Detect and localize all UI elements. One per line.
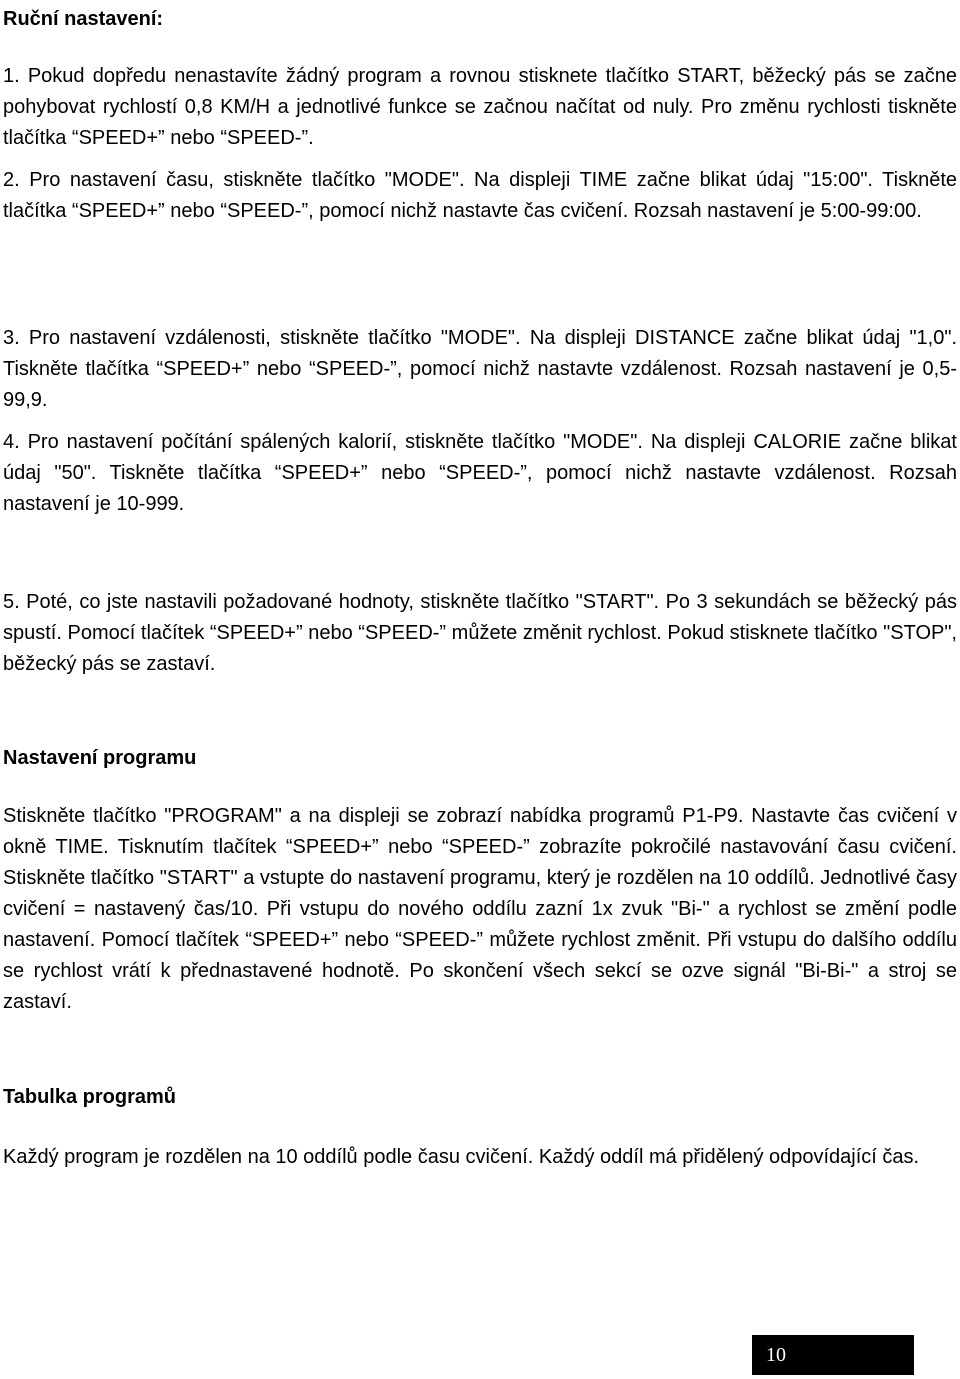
manual-step-3: 3. Pro nastavení vzdálenosti, stiskněte tlačítko "MODE". Na displeji DISTANCE začne blikat údaj "1,0". Tiskněte tlačítka “SPEED+” nebo “SPEED-”, pomocí nichž nastavte vzdálenost. Rozsah nastavení je 0,5-99,9.	[3, 327, 957, 411]
program-table-heading: Tabulka programů	[3, 1086, 176, 1108]
program-settings-heading: Nastavení programu	[3, 747, 197, 769]
page-number: 10	[752, 1335, 914, 1375]
program-settings-text: Stiskněte tlačítko "PROGRAM" a na displeji se zobrazí nabídka programů P1-P9. Nastavte čas cvičení v okně TIME. Tisknutím tlačítek “SPEED+” nebo “SPEED-” zobrazíte pokročilé nastavování času cvičení. Stiskněte tlačítko "START" a vstupte do nastavení programu, který je rozdělen na 10 oddílů. Jednotlivé časy cvičení = nastavený čas/10. Při vstupu do nového oddílu zazní 1x zvuk "Bi-" a rychlost se změní podle nastavení. Pomocí tlačítek “SPEED+” nebo “SPEED-” můžete rychlost změnit. Při vstupu do dalšího oddílu se rychlost vrátí k přednastavené hodnotě. Po skončení všech sekcí se ozve signál "Bi-Bi-" a stroj se zastaví.	[3, 805, 957, 1013]
manual-settings-heading: Ruční nastavení:	[3, 8, 164, 30]
manual-step-1: 1. Pokud dopředu nenastavíte žádný program a rovnou stisknete tlačítko START, běžecký pás se začne pohybovat rychlostí 0,8 KM/H a jednotlivé funkce se začnou načítat od nuly. Pro změnu rychlosti tiskněte tlačítka “SPEED+” nebo “SPEED-”.	[3, 65, 957, 149]
program-table-text: Každý program je rozdělen na 10 oddílů podle času cvičení. Každý oddíl má přidělený odpovídající čas.	[3, 1146, 920, 1168]
manual-step-2: 2. Pro nastavení času, stiskněte tlačítko "MODE". Na displeji TIME začne blikat údaj "15:00". Tiskněte tlačítka “SPEED+” nebo “SPEED-”, pomocí nichž nastavte čas cvičení. Rozsah nastavení je 5:00-99:00.	[3, 169, 957, 222]
manual-step-5: 5. Poté, co jste nastavili požadované hodnoty, stiskněte tlačítko "START". Po 3 sekundách se běžecký pás spustí. Pomocí tlačítek “SPEED+” nebo “SPEED-” můžete změnit rychlost. Pokud stisknete tlačítko "STOP", běžecký pás se zastaví.	[3, 591, 957, 675]
manual-step-4: 4. Pro nastavení počítání spálených kalorií, stiskněte tlačítko "MODE". Na displeji CALORIE začne blikat údaj "50". Tiskněte tlačítka “SPEED+” nebo “SPEED-”, pomocí nichž nastavte vzdálenost. Rozsah nastavení je 10-999.	[3, 431, 957, 515]
